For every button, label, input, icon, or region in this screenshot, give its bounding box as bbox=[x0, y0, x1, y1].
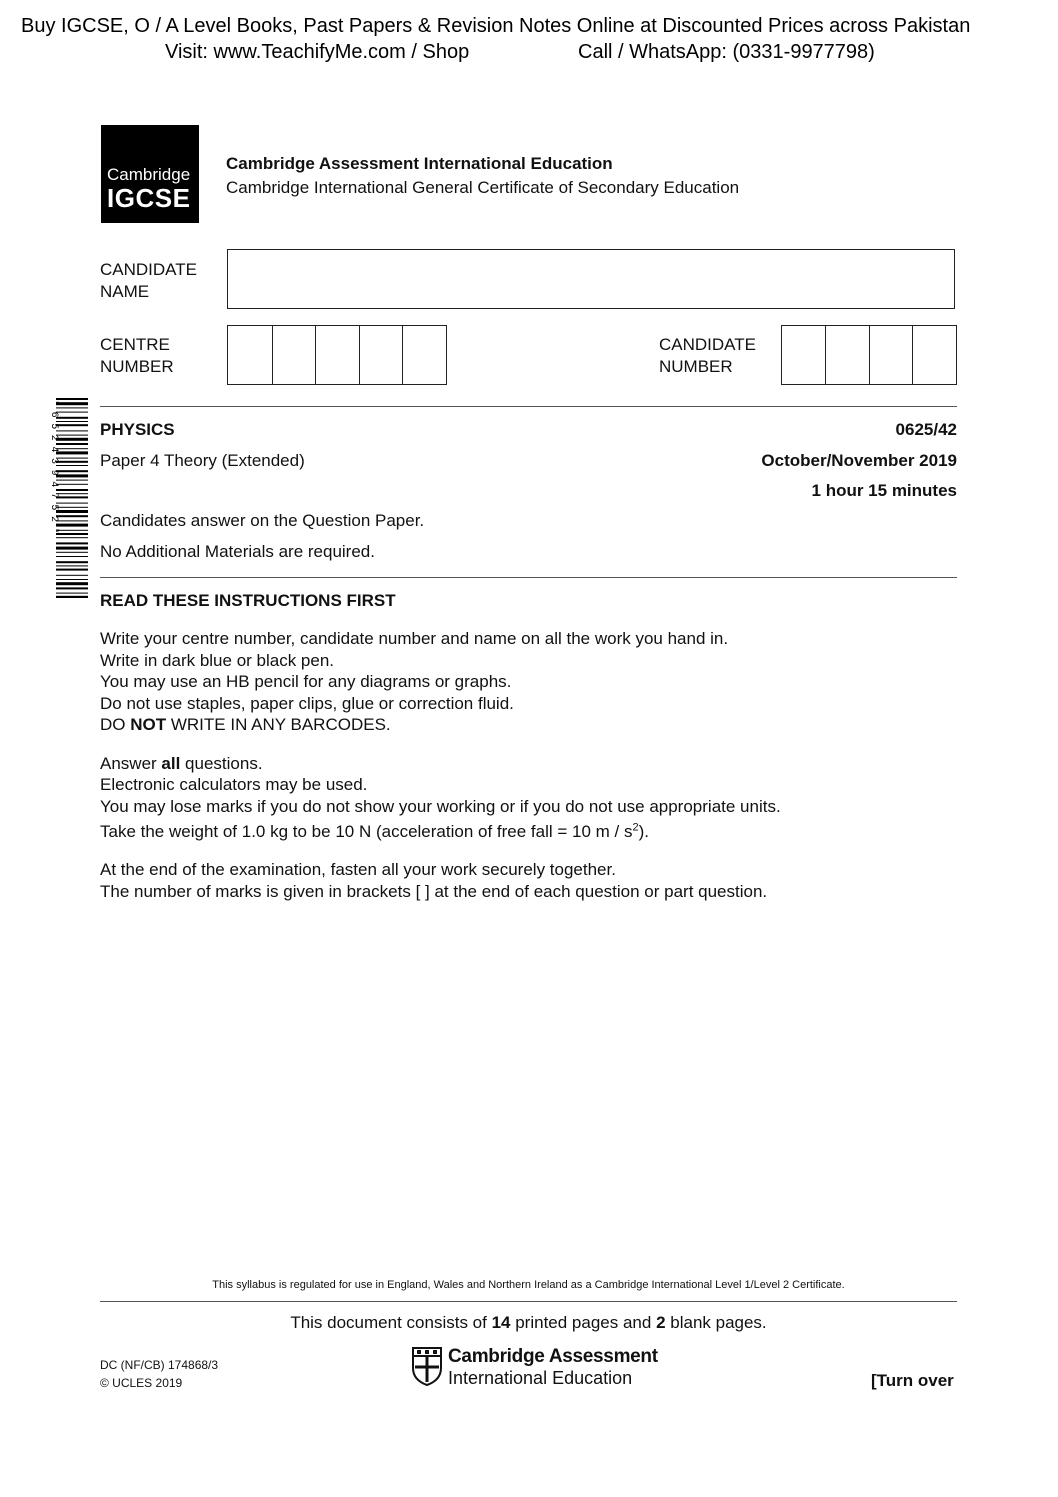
centre-number-cell[interactable] bbox=[272, 326, 316, 384]
candidate-name-label-line2: NAME bbox=[100, 282, 150, 301]
subject-title: PHYSICS bbox=[100, 420, 175, 439]
exam-session: October/November 2019 bbox=[761, 451, 957, 470]
candidate-number-boxes[interactable] bbox=[781, 325, 957, 385]
page-count-statement: This document consists of 14 printed pages and 2 blank pages. bbox=[290, 1313, 767, 1332]
answer-on-paper-text: Candidates answer on the Question Paper. bbox=[100, 511, 425, 530]
instruction-line: Answer all questions. bbox=[100, 753, 263, 773]
instructions-heading: READ THESE INSTRUCTIONS FIRST bbox=[100, 591, 396, 610]
instruction-line: The number of marks is given in brackets [ ] at the end of each question or part question. bbox=[100, 881, 768, 901]
instruction-line: DO NOT WRITE IN ANY BARCODES. bbox=[100, 715, 391, 734]
barcode-image bbox=[38, 398, 88, 598]
international-education-name: International Education bbox=[448, 1368, 633, 1388]
instruction-line: Write in dark blue or black pen. bbox=[100, 650, 335, 670]
exam-duration: 1 hour 15 minutes bbox=[811, 481, 957, 500]
instructions-block-1 bbox=[100, 628, 781, 736]
regulation-note: This syllabus is regulated for use in England, Wales and Northern Ireland as a Cambridge International Level 1/Level 2 Certificate. bbox=[212, 1279, 845, 1291]
instruction-line: You may lose marks if you do not show your working or if you do not use appropriate units. bbox=[100, 796, 781, 816]
paper-code: 0625/42 bbox=[895, 420, 957, 439]
logo-text-cambridge: Cambridge bbox=[107, 165, 191, 184]
separator-middle bbox=[100, 577, 957, 578]
centre-number-cell[interactable] bbox=[228, 326, 272, 384]
instruction-line: At the end of the examination, fasten all your work securely together. bbox=[100, 860, 616, 880]
cambridge-crest-icon bbox=[411, 1346, 443, 1386]
advert-phone: Call / WhatsApp: (0331-9977798) bbox=[578, 41, 875, 63]
copyright-notice: © UCLES 2019 bbox=[100, 1376, 183, 1390]
paper-title: Paper 4 Theory (Extended) bbox=[100, 451, 305, 470]
candidate-number-cell[interactable] bbox=[869, 326, 913, 384]
cambridge-igcse-logo bbox=[101, 125, 199, 223]
instruction-line: Electronic calculators may be used. bbox=[100, 775, 368, 794]
logo-text-igcse: IGCSE bbox=[107, 183, 191, 213]
centre-number-cell[interactable] bbox=[359, 326, 403, 384]
centre-number-label-line2: NUMBER bbox=[100, 357, 174, 376]
advert-line-1: Buy IGCSE, O / A Level Books, Past Papers & Revision Notes Online at Discounted Prices across Pakistan bbox=[21, 15, 971, 37]
centre-number-label bbox=[100, 334, 174, 378]
centre-number-cell[interactable] bbox=[402, 326, 446, 384]
qualification-name: Cambridge International General Certificate of Secondary Education bbox=[226, 178, 740, 197]
organisation-name: Cambridge Assessment International Education bbox=[226, 154, 613, 173]
barcode-number: *6524394752* bbox=[48, 400, 59, 540]
centre-number-cell[interactable] bbox=[315, 326, 359, 384]
centre-number-label-line1: CENTRE bbox=[100, 335, 170, 354]
separator-footer bbox=[100, 1301, 957, 1302]
separator-top bbox=[100, 406, 957, 407]
candidate-number-label-line1: CANDIDATE bbox=[659, 335, 756, 354]
candidate-name-label-line1: CANDIDATE bbox=[100, 260, 197, 279]
candidate-number-label-line2: NUMBER bbox=[659, 357, 733, 376]
candidate-number-label bbox=[659, 334, 756, 378]
instructions-body bbox=[100, 628, 781, 919]
document-reference bbox=[100, 1356, 218, 1392]
candidate-name-label bbox=[100, 259, 197, 303]
instruction-line: Do not use staples, paper clips, glue or correction fluid. bbox=[100, 693, 514, 713]
turn-over-label: [Turn over bbox=[871, 1371, 954, 1390]
candidate-number-cell[interactable] bbox=[782, 326, 825, 384]
instructions-block-3 bbox=[100, 859, 781, 902]
candidate-number-cell[interactable] bbox=[825, 326, 869, 384]
advert-website: Visit: www.TeachifyMe.com / Shop bbox=[165, 41, 470, 63]
instructions-block-2 bbox=[100, 753, 781, 843]
reference-code: DC (NF/CB) 174868/3 bbox=[100, 1358, 219, 1372]
instruction-line: Take the weight of 1.0 kg to be 10 N (acceleration of free fall = 10 m / $s^2$). bbox=[100, 821, 650, 841]
instruction-line: You may use an HB pencil for any diagrams or graphs. bbox=[100, 672, 512, 691]
candidate-number-cell[interactable] bbox=[912, 326, 956, 384]
cambridge-assessment-name: Cambridge Assessment bbox=[448, 1346, 658, 1367]
materials-text: No Additional Materials are required. bbox=[100, 542, 375, 561]
instruction-line: Write your centre number, candidate number and name on all the work you hand in. bbox=[100, 629, 729, 648]
centre-number-boxes[interactable] bbox=[227, 325, 447, 385]
candidate-name-box[interactable] bbox=[227, 249, 955, 309]
